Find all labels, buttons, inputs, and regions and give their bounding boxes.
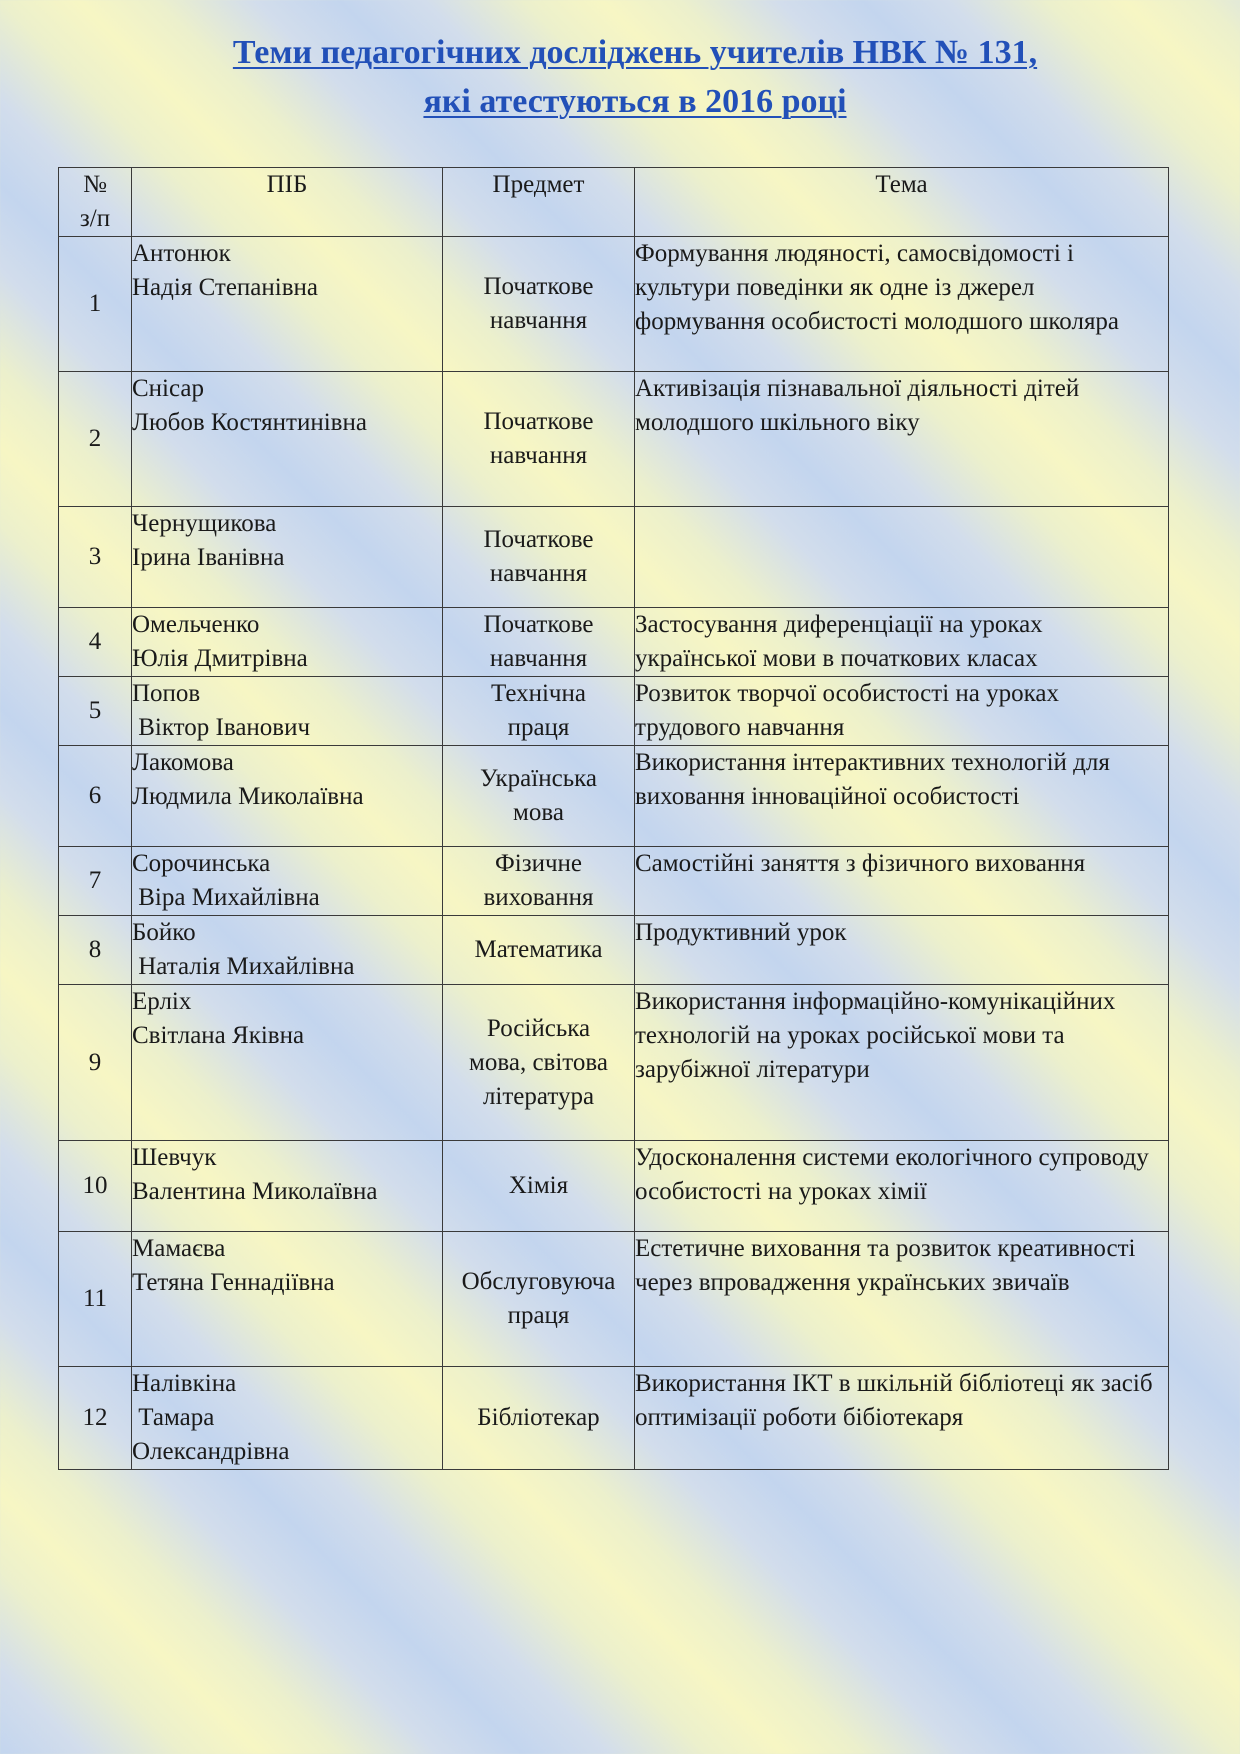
subject-cell: Початкове навчання [443,608,635,677]
topic-cell: Продуктивний урок [635,916,1169,985]
row-number: 12 [59,1367,132,1470]
table-body [59,237,1169,1470]
subject-cell: Технічна праця [443,677,635,746]
topic-cell: Естетичне виховання та розвиток креативності через впровадження українських звичаїв [635,1232,1169,1367]
teacher-name: Попов Віктор Іванович [132,677,443,746]
table-row [59,1141,1169,1232]
teacher-name: Шевчук Валентина Миколаївна [132,1141,443,1232]
teacher-name: Ерліх Світлана Яківна [132,985,443,1141]
row-number: 6 [59,746,132,847]
title-line-1: Теми педагогічних досліджень учителів НВК № 131, [232,34,1038,71]
row-number: 2 [59,372,132,507]
header-subject: Предмет [443,168,635,237]
subject-cell: Початкове навчання [443,372,635,507]
row-number: 1 [59,237,132,372]
row-number: 8 [59,916,132,985]
table-row [59,507,1169,608]
subject-cell: Початкове навчання [443,237,635,372]
table-row [59,608,1169,677]
header-topic: Тема [635,168,1169,237]
teacher-name: Налівкіна Тамара Олександрівна [132,1367,443,1470]
topic-cell: Розвиток творчої особистості на уроках трудового навчання [635,677,1169,746]
teacher-name: Мамаєва Тетяна Геннадіївна [132,1232,443,1367]
subject-cell: Початкове навчання [443,507,635,608]
subject-cell: Хімія [443,1141,635,1232]
row-number: 3 [59,507,132,608]
topic-cell: Застосування диференціації на уроках української мови в початкових класах [635,608,1169,677]
row-number: 10 [59,1141,132,1232]
topic-cell: Використання ІКТ в шкільній бібліотеці як засіб оптимізації роботи бібіотекаря [635,1367,1169,1470]
subject-cell: Бібліотекар [443,1367,635,1470]
row-number: 4 [59,608,132,677]
table-row [59,847,1169,916]
table-row [59,372,1169,507]
header-row [59,168,1169,237]
table-row [59,237,1169,372]
topic-cell: Формування людяності, самосвідомості і культури поведінки як одне із джерел формування особистості молодшого школяра [635,237,1169,372]
subject-cell: Українська мова [443,746,635,847]
header-name: ПІБ [132,168,443,237]
subject-cell: Математика [443,916,635,985]
table-row [59,916,1169,985]
topic-cell: Використання інформаційно-комунікаційних технологій на уроках російської мови та зарубіжної літератури [635,985,1169,1141]
teacher-name: Лакомова Людмила Миколаївна [132,746,443,847]
table-row [59,1232,1169,1367]
teacher-name: Снісар Любов Костянтинівна [132,372,443,507]
row-number: 7 [59,847,132,916]
topic-cell: Самостійні заняття з фізичного виховання [635,847,1169,916]
topic-cell: Використання інтерактивних технологій для виховання інноваційної особистості [635,746,1169,847]
teacher-name: Антонюк Надія Степанівна [132,237,443,372]
row-number: 9 [59,985,132,1141]
topic-cell: Удосконалення системи екологічного супроводу особистості на уроках хімії [635,1141,1169,1232]
teacher-name: Омельченко Юлія Дмитрівна [132,608,443,677]
research-topics-table [58,167,1169,1470]
table-row [59,1367,1169,1470]
subject-cell: Фізичне виховання [443,847,635,916]
teacher-name: Чернущикова Ірина Іванівна [132,507,443,608]
topic-cell: Активізація пізнавальної діяльності дітей молодшого шкільного віку [635,372,1169,507]
title-line-2: які атестуються в 2016 році [423,83,847,120]
table-row [59,985,1169,1141]
header-number: № з/п [59,168,132,237]
table-row [59,677,1169,746]
topic-cell [635,507,1169,608]
row-number: 5 [59,677,132,746]
page-title [0,28,1240,126]
table-row [59,746,1169,847]
subject-cell: Російська мова, світова література [443,985,635,1141]
teacher-name: Сорочинська Віра Михайлівна [132,847,443,916]
subject-cell: Обслуговуюча праця [443,1232,635,1367]
teacher-name: Бойко Наталія Михайлівна [132,916,443,985]
row-number: 11 [59,1232,132,1367]
